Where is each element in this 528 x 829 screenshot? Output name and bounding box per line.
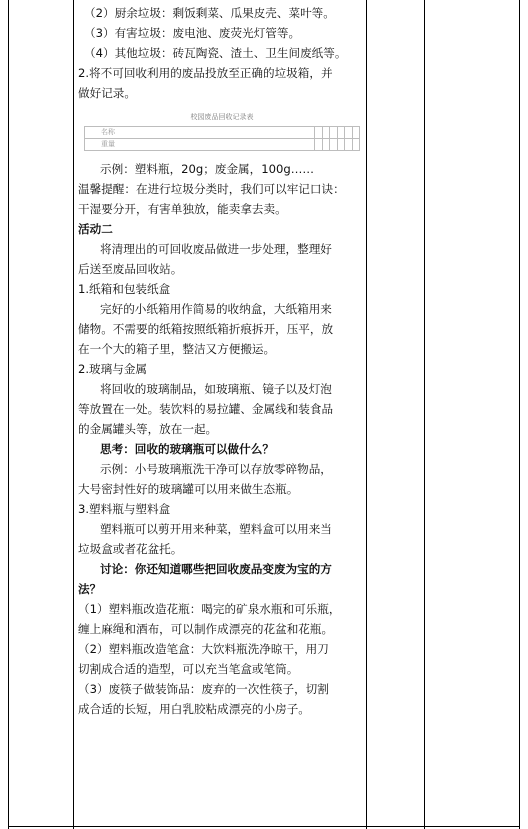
discussion-question: 讨论：你还知道哪些把回收废品变废为宝的方 [100,562,332,576]
text-line: 大号密封性好的玻璃罐可以用来做生态瓶。 [78,482,299,496]
text-line: 1.纸箱和包装纸盒 [78,282,171,296]
text-line: （2）塑料瓶改造笔盒：大饮料瓶洗净晾干，用刀 [78,642,329,656]
table-border-left [8,0,9,829]
text-line: 成合适的长短，用白乳胶粘成漂亮的小房子。 [78,702,310,716]
text-line: 储物。不需要的纸箱按照纸箱折痕拆开，压平，放 [78,322,334,336]
text-line: 缠上麻绳和酒布，可以制作成漂亮的花盆和花瓶。 [78,622,334,636]
text-line: （4）其他垃圾：砖瓦陶瓷、渣土、卫生间废纸等。 [84,46,347,60]
text-line: 将回收的玻璃制品，如玻璃瓶、镜子以及灯泡 [100,382,332,396]
text-line: 2.玻璃与金属 [78,362,148,376]
record-label-weight: 重量 [85,139,315,151]
text-line: 示例：小号玻璃瓶洗干净可以存放零碎物品， [100,462,332,476]
lesson-content [78,0,366,719]
text-line: 塑料瓶可以剪开用来种菜，塑料盒可以用来当 [100,522,332,536]
text-line: 干湿要分开，有害单独放，能卖拿去卖。 [78,202,287,216]
text-line: 2.将不可回收利用的废品投放至正确的垃圾箱，并 [78,66,333,80]
record-label-name: 名称 [85,127,315,139]
column-divider-3 [424,0,425,829]
text-line: 的金属罐头等，放在一起。 [78,422,218,436]
table-border-right [519,0,520,829]
text-line: （3）有害垃圾：废电池、废荧光灯管等。 [84,26,301,40]
section-heading: 活动二 [78,222,113,236]
text-line: 后送至废品回收站。 [78,262,183,276]
column-divider-1 [73,0,74,829]
column-divider-2 [366,0,367,829]
table-border-bottom [8,826,520,827]
text-line: 在一个大的箱子里，整洁又方便搬运。 [78,342,276,356]
text-line: 示例：塑料瓶，20g；废金属，100g…… [100,162,314,176]
record-table-title: 校园废品回收记录表 [190,113,254,121]
table-row [85,127,360,139]
text-line: 做好记录。 [78,86,136,100]
text-line: 垃圾盒或者花盆托。 [78,542,183,556]
text-line: 切割成合适的造型，可以充当笔盒或笔筒。 [78,662,299,676]
text-line: 3.塑料瓶与塑料盒 [78,502,171,516]
discussion-question-end: 法？ [78,582,102,596]
text-line: （1）塑料瓶改造花瓶：喝完的矿泉水瓶和可乐瓶， [78,602,341,616]
text-line: 温馨提醒：在进行垃圾分类时，我们可以牢记口诀： [78,182,345,196]
text-line: （2）厨余垃圾：剩饭剩菜、瓜果皮壳、菜叶等。 [84,6,335,20]
text-line: 将清理出的可回收废品做进一步处理，整理好 [100,242,332,256]
table-row [85,139,360,151]
text-line: （3）废筷子做装饰品：废弃的一次性筷子，切割 [78,682,329,696]
text-line: 完好的小纸箱用作简易的收纳盒，大纸箱用来 [100,302,332,316]
record-table [84,111,360,151]
text-line: 等放置在一处。装饮料的易拉罐、金属线和装食品 [78,402,334,416]
think-question: 思考：回收的玻璃瓶可以做什么？ [100,442,274,456]
